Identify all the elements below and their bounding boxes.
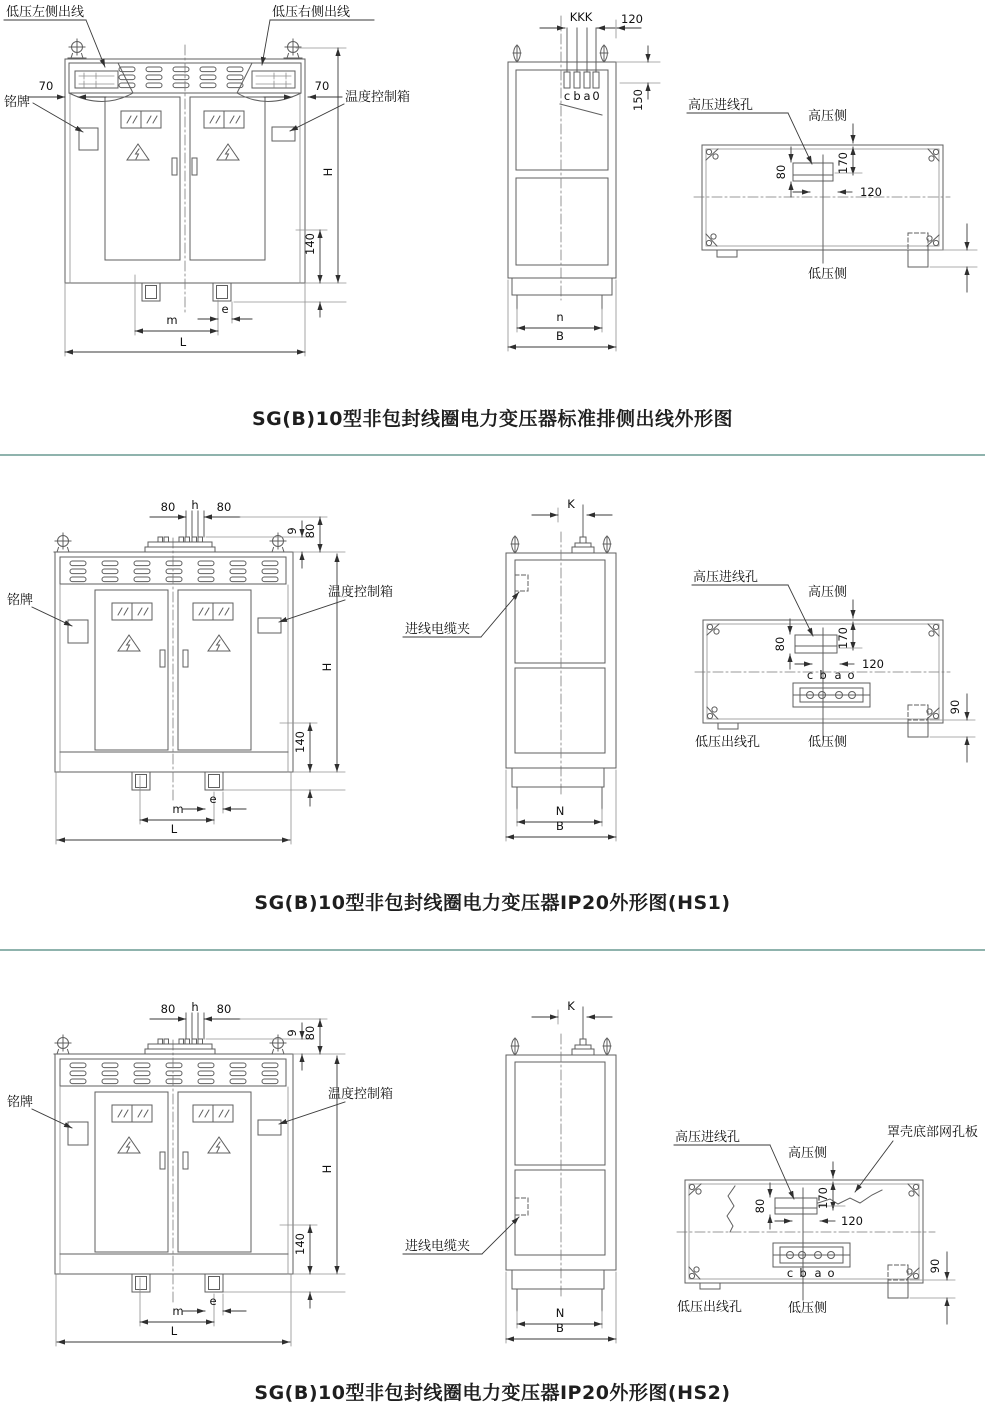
door-handle — [183, 1152, 188, 1169]
terminal-c: c — [786, 1266, 794, 1280]
roller-foot — [132, 772, 150, 790]
dim-H: H — [320, 662, 334, 672]
dim-L: L — [170, 1324, 178, 1338]
side-view — [403, 999, 616, 1343]
door-window — [112, 603, 152, 620]
warning-triangle-icon — [127, 144, 149, 160]
roller-foot — [205, 772, 223, 790]
terminal-a: a — [814, 1266, 822, 1280]
lifting-lug-icon — [510, 45, 524, 62]
label-hv-inlet-hole: 高压进线孔 — [675, 1130, 741, 1145]
door-handle — [160, 1152, 165, 1169]
dim-H: H — [320, 1164, 334, 1174]
lifting-lug-icon — [284, 39, 302, 58]
dim-9: 9 — [285, 1029, 299, 1037]
terminal-a: a — [583, 89, 591, 103]
dim-e: e — [209, 792, 217, 806]
label-lv-outlet-hole: 低压出线孔 — [695, 735, 761, 750]
temp-control-box — [258, 1120, 281, 1135]
top-view — [674, 1124, 978, 1324]
dim-e: e — [221, 302, 229, 316]
lifting-lug-icon — [508, 536, 522, 553]
dim-80-top: 80 — [303, 523, 317, 539]
label-hv-side: 高压侧 — [808, 585, 848, 600]
roller-foot — [142, 283, 160, 301]
dim-N: N — [555, 1306, 565, 1320]
label-lv-side: 低压侧 — [808, 267, 848, 282]
dim-120: 120 — [862, 657, 884, 671]
dim-120: 120 — [841, 1214, 863, 1228]
label-cable-clamp: 进线电缆夹 — [405, 1239, 471, 1254]
lifting-lug-icon — [54, 1035, 72, 1054]
dim-70-left: 70 — [38, 79, 54, 93]
door-window — [112, 1105, 152, 1122]
dim-120: 120 — [621, 12, 643, 26]
label-lv-outlet-hole: 低压出线孔 — [677, 1300, 743, 1315]
dim-80: 80 — [773, 636, 787, 652]
dim-N: N — [555, 804, 565, 818]
dim-170: 170 — [816, 1187, 830, 1209]
section3-drawing — [0, 950, 985, 1405]
dim-m: m — [166, 313, 178, 327]
hv-inlet-hole — [775, 1198, 817, 1214]
dim-170: 170 — [836, 627, 850, 649]
dim-m: m — [172, 802, 184, 816]
lifting-lug-icon — [600, 1038, 614, 1055]
dim-140: 140 — [303, 233, 317, 255]
side-view — [403, 497, 616, 841]
dim-120: 120 — [860, 185, 882, 199]
label-hv-inlet-hole: 高压进线孔 — [688, 98, 754, 113]
lv-bushings — [564, 28, 599, 88]
label-mesh-plate: 罩壳底部网孔板 — [887, 1125, 979, 1140]
door-window — [204, 111, 244, 128]
roller-foot — [132, 1274, 150, 1292]
dim-80-top: 80 — [303, 1025, 317, 1041]
door-handle — [192, 158, 197, 175]
front-view — [4, 4, 410, 356]
warning-triangle-icon — [208, 1137, 230, 1153]
cable-clamp — [515, 1198, 528, 1215]
terminal-b: b — [819, 668, 827, 682]
hv-inlet-hole — [793, 163, 833, 181]
terminal-b: b — [799, 1266, 807, 1280]
warning-triangle-icon — [208, 635, 230, 651]
lv-terminal-block — [793, 683, 870, 707]
temp-control-box — [272, 127, 295, 141]
label-hv-side: 高压侧 — [808, 109, 848, 124]
label-nameplate: 铭牌 — [7, 593, 34, 608]
terminal-o: o — [847, 668, 855, 682]
dim-80-right: 80 — [216, 1002, 232, 1016]
corner-outlet-box-left — [69, 63, 133, 102]
break-line — [727, 1186, 735, 1232]
caption-section3: SG(B)10型非包封线圈电力变压器IP20外形图(HS2) — [254, 1382, 731, 1404]
nameplate-box — [68, 1122, 88, 1145]
dim-h: h — [191, 1000, 199, 1014]
lifting-lug-icon — [597, 45, 611, 62]
top-view — [687, 97, 977, 292]
roller-foot — [205, 1274, 223, 1292]
caption-section2: SG(B)10型非包封线圈电力变压器IP20外形图(HS1) — [254, 892, 731, 914]
dim-170: 170 — [836, 152, 850, 174]
section1-drawing — [0, 0, 985, 455]
side-view — [508, 10, 660, 351]
dim-KKK: KKK — [569, 10, 593, 24]
dim-9: 9 — [285, 527, 299, 535]
dim-70-right: 70 — [314, 79, 330, 93]
caption-section1: SG(B)10型非包封线圈电力变压器标准排侧出线外形图 — [251, 408, 734, 430]
dim-K: K — [567, 999, 575, 1013]
dim-80: 80 — [753, 1198, 767, 1214]
label-nameplate: 铭牌 — [4, 95, 31, 110]
dim-B: B — [556, 1321, 564, 1335]
dim-e: e — [209, 1294, 217, 1308]
lv-terminal-block — [773, 1243, 850, 1267]
door-window — [193, 1105, 233, 1122]
dim-B: B — [556, 819, 564, 833]
door-window — [121, 111, 161, 128]
dim-80-left: 80 — [160, 1002, 176, 1016]
dim-m: m — [172, 1304, 184, 1318]
lifting-lug-icon — [508, 1038, 522, 1055]
terminal-a: a — [834, 668, 842, 682]
label-lv-side: 低压侧 — [788, 1301, 828, 1316]
dim-H: H — [321, 167, 335, 177]
dim-150: 150 — [631, 89, 645, 111]
section2-drawing — [0, 455, 985, 950]
corner-outlet-box-right — [237, 63, 301, 102]
door-handle — [183, 650, 188, 667]
roller-foot — [213, 283, 231, 301]
label-lv-left-outlet: 低压左侧出线 — [6, 5, 85, 20]
terminal-c: c — [563, 89, 571, 103]
lifting-lug-icon — [269, 1035, 287, 1054]
cable-clamp — [515, 575, 528, 591]
terminal-o: o — [827, 1266, 835, 1280]
door-handle — [172, 158, 177, 175]
front-view — [7, 1000, 393, 1346]
dim-140: 140 — [293, 1233, 307, 1255]
label-temp-box: 温度控制箱 — [328, 1087, 394, 1102]
dim-n: n — [556, 310, 564, 324]
warning-triangle-icon — [217, 144, 239, 160]
dim-B: B — [556, 329, 564, 343]
dim-90: 90 — [928, 1258, 942, 1274]
label-lv-side: 低压侧 — [808, 735, 848, 750]
dim-80-right: 80 — [216, 500, 232, 514]
label-lv-right-outlet: 低压右侧出线 — [272, 5, 351, 20]
label-temp-box: 温度控制箱 — [328, 585, 394, 600]
dim-L: L — [179, 335, 187, 349]
lifting-lug-icon — [600, 536, 614, 553]
label-hv-side: 高压侧 — [788, 1146, 828, 1161]
front-view — [7, 498, 393, 844]
dim-90: 90 — [948, 699, 962, 715]
temp-control-box — [258, 618, 281, 633]
terminal-b: b — [573, 89, 581, 103]
dim-h: h — [191, 498, 199, 512]
terminal-c: c — [806, 668, 814, 682]
top-view — [692, 569, 975, 762]
label-temp-box: 温度控制箱 — [345, 90, 411, 105]
nameplate-box — [68, 620, 88, 643]
label-nameplate: 铭牌 — [7, 1095, 34, 1110]
roof-bushing — [572, 1007, 594, 1055]
dim-L: L — [170, 822, 178, 836]
label-cable-clamp: 进线电缆夹 — [405, 622, 471, 637]
door-window — [193, 603, 233, 620]
roof-bushing — [572, 505, 594, 553]
warning-triangle-icon — [118, 635, 140, 651]
lifting-lug-icon — [68, 39, 86, 58]
dim-140: 140 — [293, 731, 307, 753]
hv-inlet-hole — [795, 635, 837, 653]
label-hv-inlet-hole: 高压进线孔 — [693, 570, 759, 585]
dim-80-left: 80 — [160, 500, 176, 514]
lifting-lug-icon — [269, 533, 287, 552]
lifting-lug-icon — [54, 533, 72, 552]
door-handle — [160, 650, 165, 667]
warning-triangle-icon — [118, 1137, 140, 1153]
dim-K: K — [567, 497, 575, 511]
terminal-0: 0 — [592, 89, 600, 103]
dim-80: 80 — [774, 164, 788, 180]
